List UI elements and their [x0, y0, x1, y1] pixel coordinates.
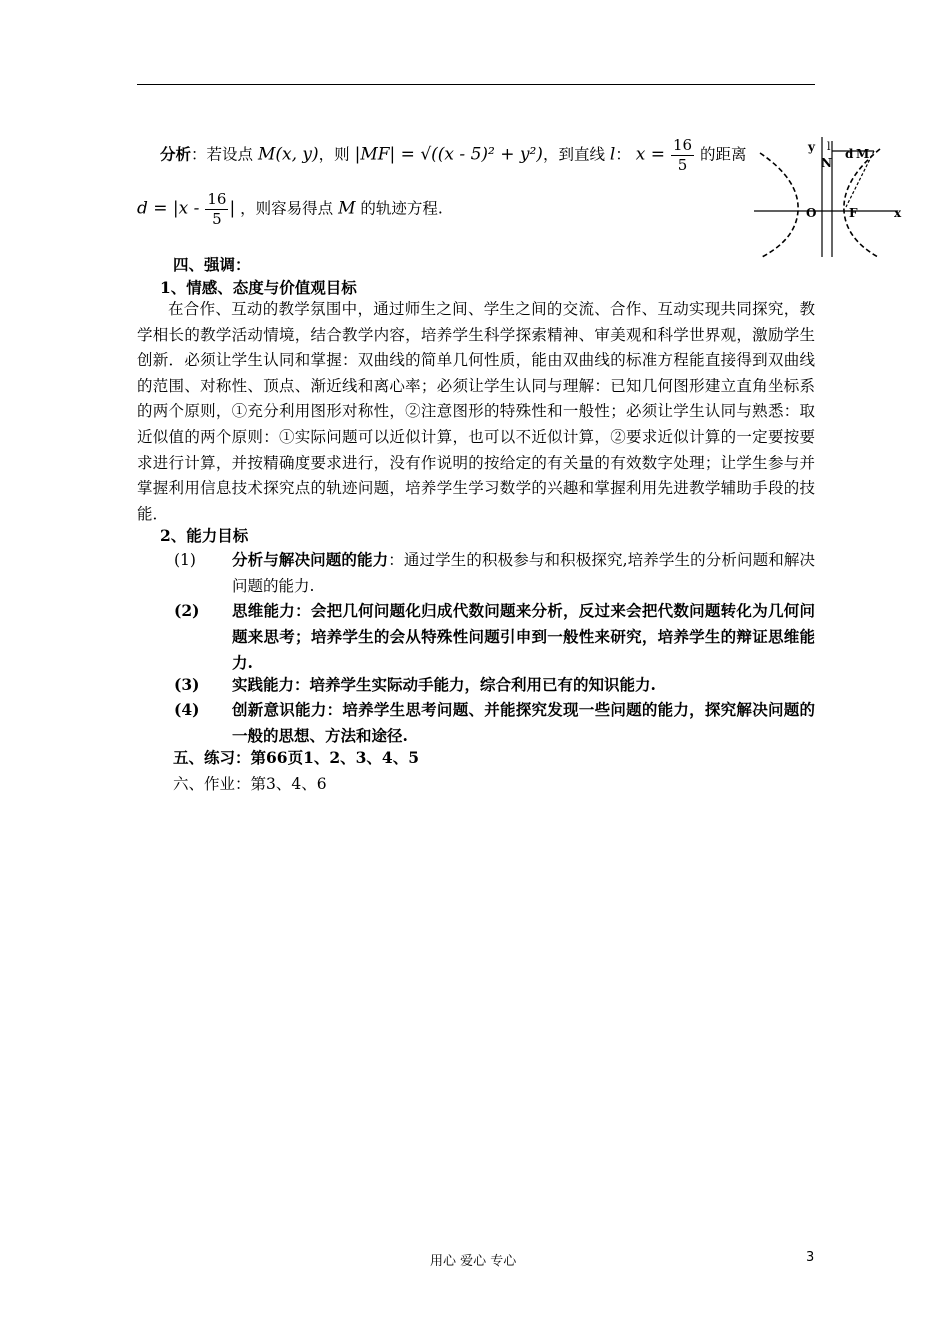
figure-o-label: O: [806, 206, 817, 220]
figure-d-label: d: [845, 147, 854, 161]
mf-expression: |MF| = √((x - 5)² + y²): [354, 144, 543, 165]
figure-f-label: F: [849, 206, 858, 220]
line-fraction: $\frac{16}{5}$: [672, 136, 693, 174]
section6-line: 六、作业：第3、4、6: [173, 775, 327, 793]
hyperbola-figure: [750, 135, 910, 260]
section4-heading: 四、强调：: [173, 255, 251, 274]
section5-line: 五、练习：第66页1、2、3、4、5: [173, 748, 419, 767]
figure-n-label: N: [821, 156, 832, 170]
figure-x-label: x: [894, 206, 902, 220]
figure-y-label: y: [808, 140, 815, 154]
d-fraction: $\frac{16}{5}$: [207, 190, 227, 228]
figure-l-label: l: [827, 140, 831, 153]
analysis-line-2: d = |x - $\frac{16}{5}$ | ，则容易得点 M 的轨迹方程.: [137, 190, 443, 228]
footer-center: 用心 爱心 专心: [430, 1254, 517, 1269]
figure-m-label: M: [856, 147, 870, 161]
analysis-label: 分析: [160, 144, 192, 164]
left-branch: [760, 153, 798, 257]
section4-sub2: 2、能力目标: [160, 526, 249, 545]
header-rule: [137, 84, 815, 85]
analysis-line-1: 分析：若设点 M(x, y)，则 |MF| = √((x - 5)² + y²)，到直线 l： x = $\frac{16}{5}$ 的距离: [160, 136, 747, 174]
section4-sub1: 1、情感、态度与价值观目标: [160, 278, 357, 297]
section4-paragraph: 在合作、互动的教学氛围中，通过师生之间、学生之间的交流、合作、互动实现共同探究，教学相长的教学活动情境，结合教学内容，培养学生科学探索精神、审美观和科学世界观，激励学生创新．必须让学生认同和掌握：双曲线的简单几何性质，能由双曲线的标准方程能直接得到双曲线的范围、对称性、顶点、渐近线和离心率；必须让学生认同与理解：已知几何图形建立直角坐标系的两个原则，①充分利用图形对称性，②注意图形的特殊性和一般性；必须让学生认同与熟悉：取近似值的两个原则：①实际问题可以近似计算，也可以不近似计算，②要求近似计算的一定要按要求进行计算，并按精确度要求进行，没有作说明的按给定的有关量的有效数字处理；让学生参与并掌握利用信息技术探究点的轨迹问题，培养学生学习数学的兴趣和掌握利用先进教学辅助手段的技能．: [137, 300, 815, 523]
right-branch: [844, 149, 880, 257]
d-expression: d = |x -: [137, 198, 200, 219]
page-number: 3: [806, 1250, 815, 1265]
